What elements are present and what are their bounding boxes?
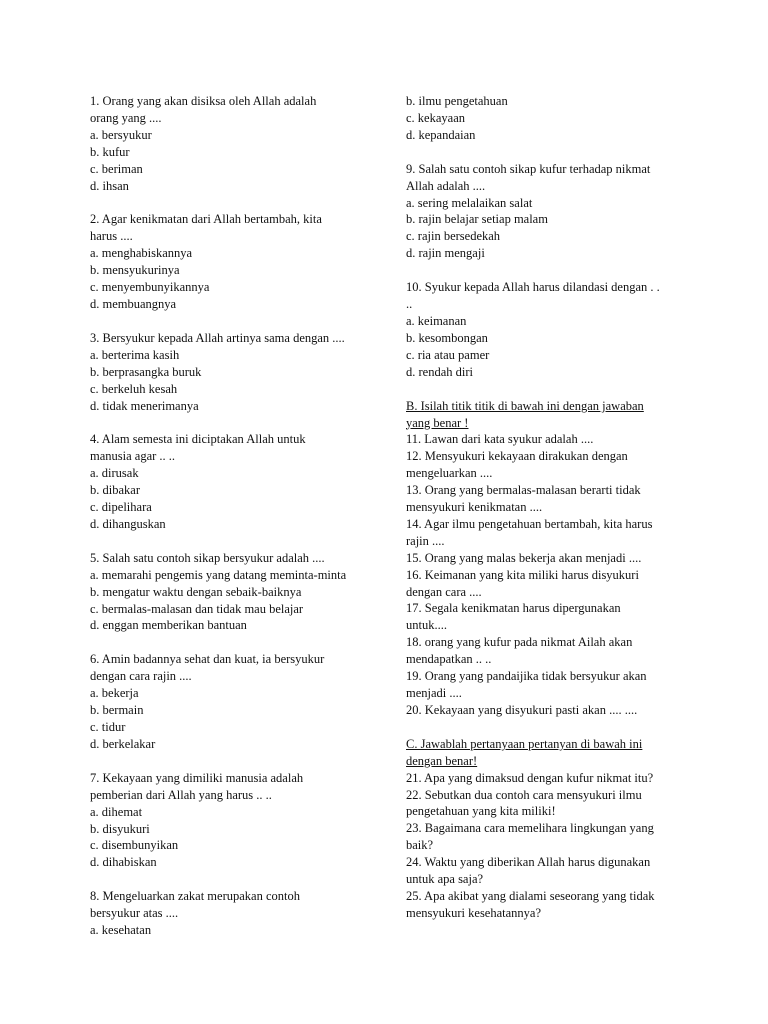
fill-in-item: untuk.... <box>406 618 447 633</box>
question-line: d. rendah diri <box>406 364 473 379</box>
question-line: a. menghabiskannya <box>90 246 193 261</box>
question-line: d. tidak menerimanya <box>90 398 199 413</box>
question-line: b. mengatur waktu dengan sebaik-baiknya <box>90 584 302 599</box>
option-line: c. kekayaan <box>406 110 465 125</box>
question-line: 1. Orang yang akan disiksa oleh Allah adalah <box>90 94 317 108</box>
left-column <box>90 93 380 956</box>
question-line: a. kesehatan <box>90 923 152 938</box>
fill-in-item: 19. Orang yang pandaijika tidak bersyukur akan <box>406 669 647 684</box>
question-1 <box>90 93 380 194</box>
section-b-title: yang benar ! <box>406 415 469 430</box>
question-line: c. berkeluh kesah <box>90 381 178 396</box>
question-line: a. sering melalaikan salat <box>406 195 533 210</box>
question-line: d. membuangnya <box>90 296 177 311</box>
fill-in-item: 11. Lawan dari kata syukur adalah .... <box>406 432 594 447</box>
question-line: b. mensyukurinya <box>90 263 180 278</box>
fill-in-item: 12. Mensyukuri kekayaan dirakukan dengan <box>406 449 628 464</box>
question-line: c. rajin bersedekah <box>406 229 501 244</box>
question-line: c. disembunyikan <box>90 838 179 853</box>
question-5 <box>90 550 380 635</box>
question-line: b. rajin belajar setiap malam <box>406 212 548 227</box>
essay-item: baik? <box>406 838 434 853</box>
question-6 <box>90 651 380 752</box>
fill-in-item: 18. orang yang kufur pada nikmat Ailah akan <box>406 635 633 650</box>
question-7 <box>90 770 380 871</box>
essay-item: 22. Sebutkan dua contoh cara mensyukuri ilmu <box>406 787 642 802</box>
question-3 <box>90 330 380 415</box>
question-2 <box>90 211 380 312</box>
question-line: 7. Kekayaan yang dimiliki manusia adalah <box>90 770 304 785</box>
question-line: d. dihabiskan <box>90 855 157 870</box>
question-8-continuation <box>406 93 691 144</box>
essay-item: 25. Apa akibat yang dialami seseorang yang tidak <box>406 888 655 903</box>
question-line: b. bermain <box>90 703 144 718</box>
question-line: b. kesombongan <box>406 330 488 345</box>
question-line: c. menyembunyikannya <box>90 280 210 295</box>
question-line: d. enggan memberikan bantuan <box>90 618 247 633</box>
essay-item: 23. Bagaimana cara memelihara lingkungan yang <box>406 821 654 836</box>
question-line: 4. Alam semesta ini diciptakan Allah untuk <box>90 432 306 447</box>
question-line: a. bersyukur <box>90 127 152 142</box>
fill-in-item: mendapatkan .. .. <box>406 652 492 667</box>
question-line: dengan cara rajin .... <box>90 669 192 684</box>
fill-in-item: 14. Agar ilmu pengetahuan bertambah, kita harus <box>406 516 653 531</box>
question-line: 3. Bersyukur kepada Allah artinya sama dengan .... <box>90 330 345 345</box>
fill-in-item: 17. Segala kenikmatan harus dipergunakan <box>406 601 621 616</box>
question-line: harus .... <box>90 229 133 244</box>
question-10 <box>406 279 691 380</box>
fill-in-item: 15. Orang yang malas bekerja akan menjadi .... <box>406 550 642 565</box>
question-line: b. disyukuri <box>90 821 150 836</box>
section-b-title: B. Isilah titik titik di bawah ini dengan jawaban <box>406 398 644 413</box>
question-line: d. berkelakar <box>90 736 156 751</box>
question-line: bersyukur atas .... <box>90 906 179 921</box>
question-line: d. ihsan <box>90 178 129 193</box>
question-line: a. bekerja <box>90 686 139 701</box>
essay-item: pengetahuan yang kita miliki! <box>406 804 556 819</box>
question-line: a. berterima kasih <box>90 347 180 362</box>
question-line: a. dihemat <box>90 804 143 819</box>
fill-in-item: 20. Kekayaan yang disyukuri pasti akan .... .... <box>406 702 638 717</box>
question-line: d. rajin mengaji <box>406 246 485 261</box>
question-line: 9. Salah satu contoh sikap kufur terhadap nikmat <box>406 161 651 176</box>
question-line: c. beriman <box>90 161 143 176</box>
question-line: b. dibakar <box>90 483 140 498</box>
question-line: c. ria atau pamer <box>406 347 490 362</box>
essay-item: untuk apa saja? <box>406 872 484 887</box>
essay-item: 24. Waktu yang diberikan Allah harus digunakan <box>406 855 651 870</box>
fill-in-item: 16. Keimanan yang kita miliki harus disyukuri <box>406 567 639 582</box>
question-line: 8. Mengeluarkan zakat merupakan contoh <box>90 889 300 904</box>
question-line: 10. Syukur kepada Allah harus dilandasi dengan . . <box>406 280 660 295</box>
question-line: b. berprasangka buruk <box>90 364 202 379</box>
question-line: 2. Agar kenikmatan dari Allah bertambah, kita <box>90 212 322 227</box>
option-line: b. ilmu pengetahuan <box>406 94 508 108</box>
question-line: manusia agar .. .. <box>90 449 176 464</box>
question-line: b. kufur <box>90 144 130 159</box>
section-c-title: dengan benar! <box>406 753 478 768</box>
fill-in-item: mengeluarkan .... <box>406 466 493 481</box>
section-c-title: C. Jawablah pertanyaan pertanyan di bawah ini <box>406 736 643 751</box>
question-line: orang yang .... <box>90 110 162 125</box>
question-line: c. bermalas-malasan dan tidak mau belajar <box>90 601 304 616</box>
question-line: d. dihanguskan <box>90 516 166 531</box>
fill-in-item: dengan cara .... <box>406 584 482 599</box>
option-line: d. kepandaian <box>406 127 476 142</box>
question-line: 6. Amin badannya sehat dan kuat, ia bersyukur <box>90 652 325 667</box>
question-4 <box>90 431 380 532</box>
question-8 <box>90 888 380 939</box>
fill-in-item: menjadi .... <box>406 686 462 700</box>
question-line: 5. Salah satu contoh sikap bersyukur adalah .... <box>90 550 325 565</box>
essay-item: mensyukuri kesehatannya? <box>406 905 542 920</box>
right-questions <box>406 161 691 381</box>
question-line: .. <box>406 297 413 312</box>
question-line: Allah adalah .... <box>406 178 486 193</box>
question-line: a. dirusak <box>90 466 139 481</box>
essay-item: 21. Apa yang dimaksud dengan kufur nikmat itu? <box>406 770 654 785</box>
question-9 <box>406 161 691 262</box>
fill-in-item: rajin .... <box>406 533 445 548</box>
question-line: c. dipelihara <box>90 500 152 515</box>
question-line: pemberian dari Allah yang harus .. .. <box>90 787 272 802</box>
fill-in-item: 13. Orang yang bermalas-malasan berarti tidak <box>406 483 641 498</box>
question-line: c. tidur <box>90 720 126 734</box>
question-line: a. memarahi pengemis yang datang meminta-minta <box>90 567 347 582</box>
right-column <box>406 93 691 939</box>
section-c <box>406 736 691 922</box>
section-b <box>406 398 691 719</box>
question-line: a. keimanan <box>406 313 467 328</box>
fill-in-item: mensyukuri kenikmatan .... <box>406 500 543 515</box>
